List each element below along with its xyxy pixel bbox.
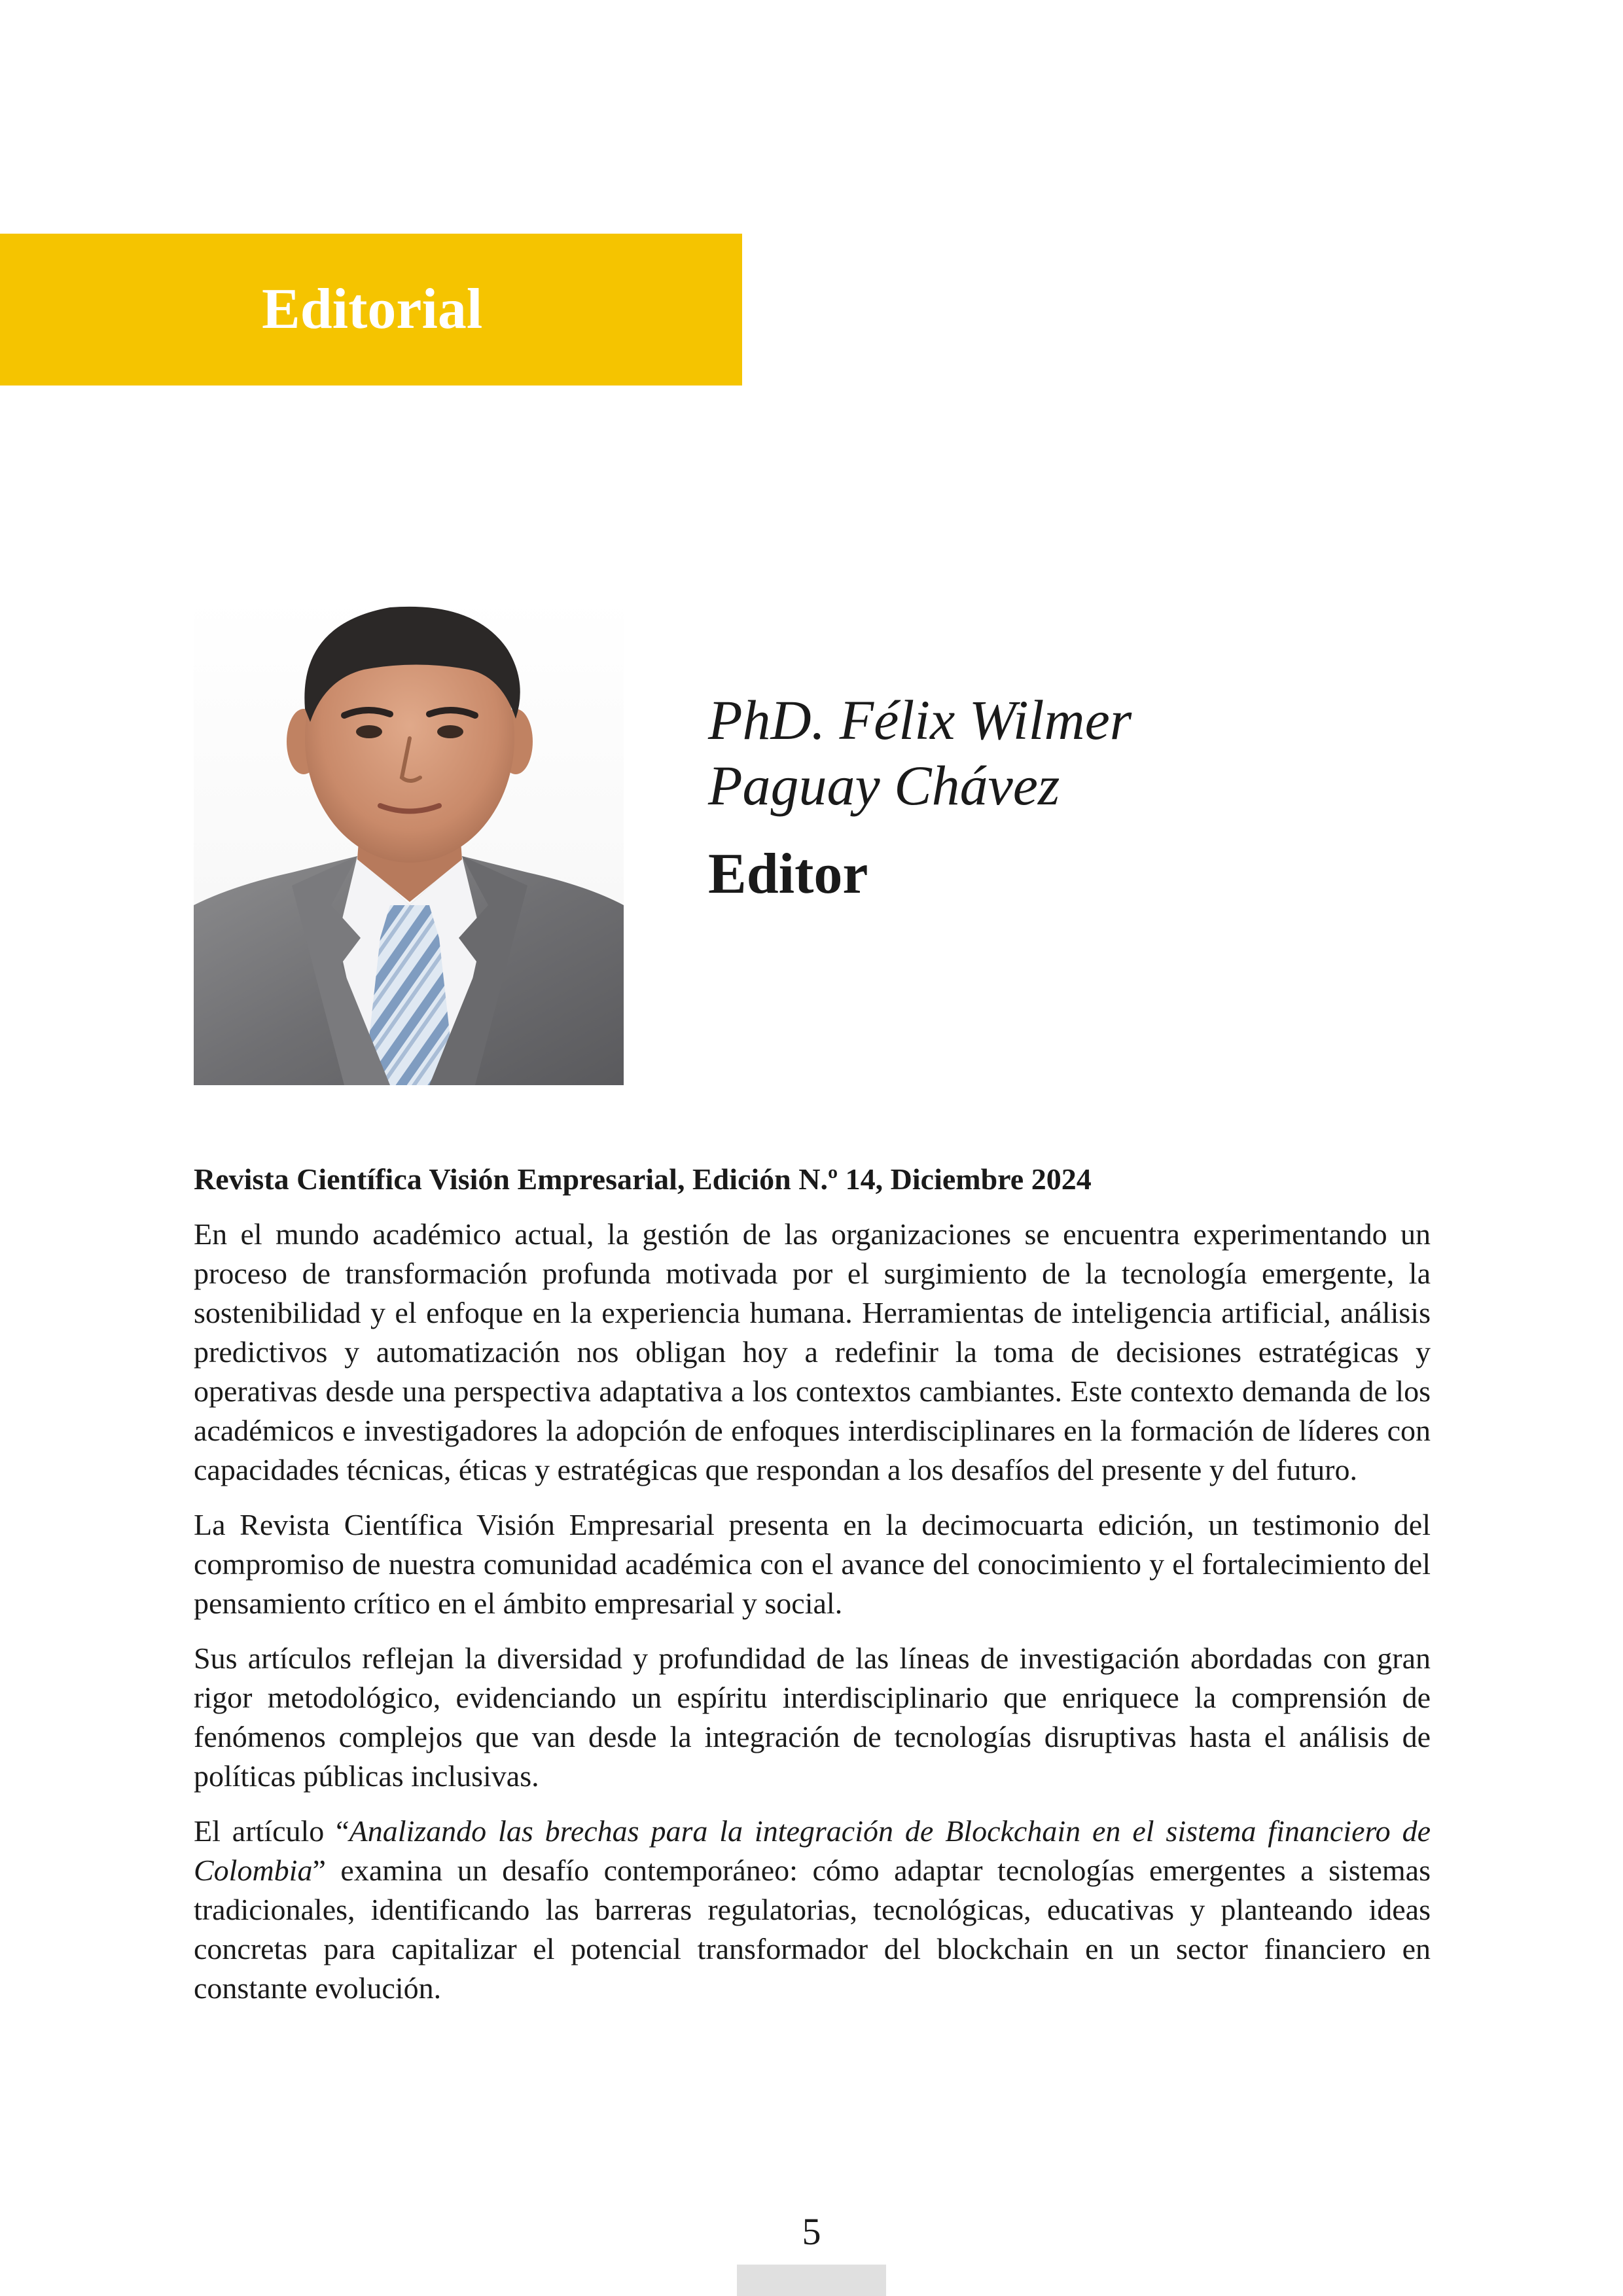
editor-portrait-icon <box>194 598 624 1085</box>
footer-tab <box>737 2265 886 2296</box>
paragraph-4 <box>194 1812 1431 2008</box>
paragraph-1: En el mundo académico actual, la gestión de las organizaciones se encuentra experimentando un proceso de transformación profunda motivada por el surgimiento de la tecnología emergente, la sostenibilidad y el enfoque en la experiencia humana. Herramientas de inteligencia artificial, análisis predictivos y automatización nos obligan hoy a redefinir la toma de decisiones estratégicas y operativas desde una perspectiva adaptativa a los contextos cambiantes. Este contexto demanda de los académicos e investigadores la adopción de enfoques interdisciplinares en la formación de líderes con capacidades técnicas, éticas y estratégicas que respondan a los desafíos del presente y del futuro. <box>194 1217 1431 1486</box>
editorial-body <box>194 1160 1431 2024</box>
paragraph-4-suffix: ” examina un desafío contemporáneo: cómo adaptar tecnologías emergentes a sistemas tradicionales, identificando las barreras regulatorias, tecnológicas, educativas y planteando ideas concretas para capitalizar el potencial transformador del blockchain en un sector financiero en constante evolución. <box>194 1854 1431 2005</box>
section-banner <box>0 234 742 386</box>
page-number: 5 <box>802 2210 821 2253</box>
paragraph-2: La Revista Científica Visión Empresarial presenta en la decimocuarta edición, un testimonio del compromiso de nuestra comunidad académica con el avance del conocimiento y el fortalecimiento del pensamiento crítico en el ámbito empresarial y social. <box>194 1508 1431 1620</box>
section-title: Editorial <box>262 278 483 341</box>
journal-subtitle: Revista Científica Visión Empresarial, Edición N.º 14, Diciembre 2024 <box>194 1162 1092 1196</box>
editor-name <box>708 687 1493 818</box>
paragraph-3: Sus artículos reflejan la diversidad y profundidad de las líneas de investigación abordadas con gran rigor metodológico, evidenciando un espíritu interdisciplinario que enriquece la comprensión de fenómenos complejos que van desde la integración de tecnologías disruptivas hasta el análisis de políticas públicas inclusivas. <box>194 1641 1431 1793</box>
paragraph-4-prefix: El artículo “ <box>194 1814 349 1848</box>
editor-name-line2: Paguay Chávez <box>708 754 1060 817</box>
article-title: Analizando las brechas para la integración de Blockchain en el sistema financiero de Colombia <box>194 1814 1431 1887</box>
editor-name-line1: PhD. Félix Wilmer <box>708 689 1132 751</box>
editor-role: Editor <box>708 842 868 906</box>
